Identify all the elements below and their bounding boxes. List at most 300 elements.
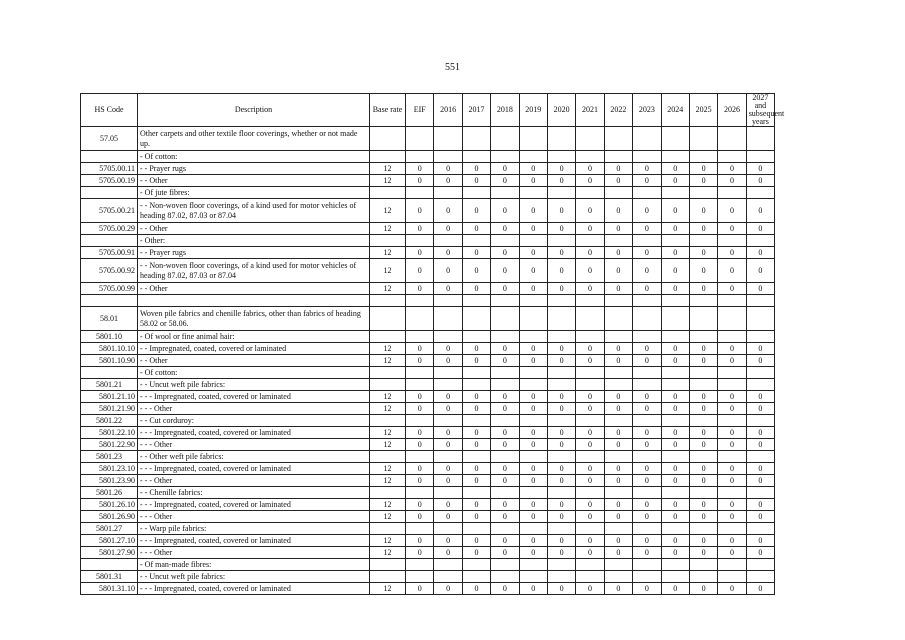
rate-cell [661,187,689,199]
hs-code-cell [81,151,138,163]
table-row [81,247,852,259]
rate-cell [462,235,490,247]
rate-cell [661,307,689,331]
rate-cell: 0 [689,259,717,283]
rate-cell: 0 [462,439,490,451]
rate-cell: 0 [633,499,661,511]
rate-cell [462,367,490,379]
rate-cell: 0 [547,535,575,547]
column-header: 2020 [547,94,575,127]
rate-cell [661,451,689,463]
rate-cell: 0 [491,463,519,475]
rate-cell [576,127,604,151]
hs-code-cell: 5801.26 [81,487,138,499]
rate-cell: 0 [491,283,519,295]
rate-cell: 0 [661,175,689,187]
column-header: 2018 [491,94,519,127]
rate-cell [689,559,717,571]
rate-cell [718,523,746,535]
rate-cell: 0 [519,175,547,187]
table-row [81,307,852,331]
rate-cell: 0 [434,403,462,415]
description-cell: - - Other [138,355,370,367]
rate-cell: 0 [604,583,632,595]
base-rate-cell [370,451,406,463]
rate-cell [689,307,717,331]
rate-cell [406,451,434,463]
rate-cell [718,559,746,571]
rate-cell [633,187,661,199]
rate-cell: 0 [746,583,774,595]
base-rate-cell: 12 [370,247,406,259]
description-cell: - - Cut corduroy: [138,415,370,427]
rate-cell: 0 [462,343,490,355]
rate-cell: 0 [491,199,519,223]
rate-cell [491,367,519,379]
base-rate-cell: 12 [370,511,406,523]
rate-cell: 0 [633,223,661,235]
rate-cell: 0 [519,391,547,403]
rate-cell: 0 [746,511,774,523]
base-rate-cell: 12 [370,391,406,403]
table-row [81,571,852,583]
rate-cell: 0 [746,475,774,487]
rate-cell [718,151,746,163]
rate-cell: 0 [462,247,490,259]
column-header: 2017 [462,94,490,127]
rate-cell: 0 [689,223,717,235]
rate-cell: 0 [576,283,604,295]
hs-code-cell [81,295,138,307]
rate-cell [462,187,490,199]
description-cell: - - - Impregnated, coated, covered or laminated [138,391,370,403]
rate-cell [406,331,434,343]
rate-cell: 0 [406,475,434,487]
rate-cell [718,187,746,199]
rate-cell: 0 [406,439,434,451]
rate-cell [462,295,490,307]
description-cell: - - Other [138,283,370,295]
rate-cell: 0 [604,427,632,439]
base-rate-cell: 12 [370,439,406,451]
hs-code-cell: 58.01 [81,307,138,331]
rate-cell [434,523,462,535]
rate-cell [491,187,519,199]
table-header [81,94,852,127]
rate-cell: 0 [434,283,462,295]
rate-cell: 0 [661,427,689,439]
rate-cell: 0 [462,163,490,175]
rate-cell: 0 [491,535,519,547]
rate-cell [406,307,434,331]
rate-cell: 0 [406,427,434,439]
rate-cell [746,295,774,307]
rate-cell: 0 [491,259,519,283]
table-row [81,355,852,367]
rate-cell [576,379,604,391]
rate-cell [434,451,462,463]
rate-cell [661,415,689,427]
rate-cell: 0 [462,199,490,223]
rate-cell: 0 [689,583,717,595]
column-header: 2021 [576,94,604,127]
rate-cell [661,127,689,151]
rate-cell [633,379,661,391]
rate-cell: 0 [576,547,604,559]
rate-cell: 0 [491,391,519,403]
base-rate-cell: 12 [370,343,406,355]
description-cell: - - - Other [138,547,370,559]
rate-cell: 0 [462,403,490,415]
rate-cell: 0 [519,547,547,559]
table-row [81,187,852,199]
rate-cell [633,295,661,307]
hs-code-cell: 5801.10.10 [81,343,138,355]
rate-cell [746,451,774,463]
base-rate-cell [370,307,406,331]
table-row [81,331,852,343]
rate-cell [746,571,774,583]
rate-cell [434,415,462,427]
description-cell: - - - Impregnated, coated, covered or laminated [138,499,370,511]
rate-cell: 0 [689,247,717,259]
rate-cell: 0 [633,511,661,523]
rate-cell: 0 [462,547,490,559]
rate-cell [718,295,746,307]
base-rate-cell [370,523,406,535]
rate-cell [434,187,462,199]
rate-cell: 0 [718,355,746,367]
rate-cell [462,571,490,583]
rate-cell [689,487,717,499]
rate-cell: 0 [434,223,462,235]
rate-cell [434,559,462,571]
rate-cell: 0 [576,427,604,439]
rate-cell: 0 [406,247,434,259]
rate-cell [462,307,490,331]
base-rate-cell [370,235,406,247]
rate-cell: 0 [661,163,689,175]
rate-cell: 0 [604,259,632,283]
rate-cell: 0 [547,163,575,175]
rate-cell [633,451,661,463]
rate-cell: 0 [604,247,632,259]
table-row [81,223,852,235]
base-rate-cell [370,151,406,163]
rate-cell [519,559,547,571]
rate-cell: 0 [462,511,490,523]
rate-cell [633,415,661,427]
description-cell: - Of jute fibres: [138,187,370,199]
rate-cell: 0 [718,259,746,283]
hs-code-cell: 5801.26.10 [81,499,138,511]
rate-cell [746,367,774,379]
description-cell: - - - Impregnated, coated, covered or laminated [138,583,370,595]
rate-cell: 0 [434,355,462,367]
rate-cell: 0 [434,499,462,511]
rate-cell: 0 [661,511,689,523]
rate-cell [491,487,519,499]
base-rate-cell [370,487,406,499]
base-rate-cell: 12 [370,403,406,415]
rate-cell [406,151,434,163]
rate-cell [718,379,746,391]
rate-cell [633,331,661,343]
column-header: Description [138,94,370,127]
rate-cell [519,367,547,379]
rate-cell: 0 [434,439,462,451]
hs-code-cell: 5801.27.90 [81,547,138,559]
description-cell: - - Warp pile fabrics: [138,523,370,535]
rate-cell: 0 [633,427,661,439]
rate-cell: 0 [491,175,519,187]
rate-cell: 0 [406,403,434,415]
rate-cell [406,187,434,199]
rate-cell [491,295,519,307]
rate-cell [406,523,434,535]
hs-code-cell: 5801.27 [81,523,138,535]
rate-cell [661,559,689,571]
rate-cell: 0 [576,199,604,223]
rate-cell: 0 [462,475,490,487]
rate-cell [434,379,462,391]
table-row [81,583,852,595]
rate-cell: 0 [689,499,717,511]
description-cell: - - Non-woven floor coverings, of a kind used for motor vehicles of heading 87.02, 87.03 or 87.04 [138,259,370,283]
rate-cell [633,151,661,163]
description-cell: - - - Other [138,511,370,523]
rate-cell [406,295,434,307]
base-rate-cell: 12 [370,499,406,511]
rate-cell [576,415,604,427]
rate-cell [718,571,746,583]
rate-cell: 0 [633,547,661,559]
rate-cell: 0 [406,163,434,175]
rate-cell: 0 [434,391,462,403]
rate-cell: 0 [746,403,774,415]
base-rate-cell [370,367,406,379]
base-rate-cell [370,379,406,391]
rate-cell: 0 [689,403,717,415]
rate-cell: 0 [718,199,746,223]
rate-cell: 0 [746,547,774,559]
rate-cell: 0 [491,475,519,487]
rate-cell [604,559,632,571]
rate-cell: 0 [604,163,632,175]
rate-cell: 0 [576,223,604,235]
rate-cell [718,451,746,463]
description-cell: - Of cotton: [138,367,370,379]
rate-cell: 0 [434,199,462,223]
hs-code-cell: 5801.27.10 [81,535,138,547]
rate-cell: 0 [576,175,604,187]
rate-cell [547,127,575,151]
base-rate-cell: 12 [370,223,406,235]
base-rate-cell [370,187,406,199]
hs-code-cell: 5801.23 [81,451,138,463]
rate-cell: 0 [434,535,462,547]
rate-cell [576,559,604,571]
rate-cell [661,235,689,247]
rate-cell: 0 [576,355,604,367]
rate-cell: 0 [519,247,547,259]
description-cell: - Of cotton: [138,151,370,163]
rate-cell: 0 [604,199,632,223]
rate-cell [604,487,632,499]
hs-code-cell: 5705.00.21 [81,199,138,223]
rate-cell: 0 [661,223,689,235]
rate-cell: 0 [547,391,575,403]
rate-cell: 0 [633,163,661,175]
table-row [81,535,852,547]
rate-cell: 0 [633,535,661,547]
base-rate-cell: 12 [370,283,406,295]
rate-cell [519,187,547,199]
rate-cell [576,331,604,343]
rate-cell [576,151,604,163]
rate-cell [661,571,689,583]
rate-cell [547,235,575,247]
rate-cell: 0 [547,175,575,187]
rate-cell [406,559,434,571]
base-rate-cell: 12 [370,175,406,187]
rate-cell [633,367,661,379]
rate-cell [547,187,575,199]
rate-cell: 0 [689,535,717,547]
rate-cell: 0 [633,403,661,415]
rate-cell: 0 [746,259,774,283]
rate-cell [689,523,717,535]
table-row [81,391,852,403]
base-rate-cell: 12 [370,199,406,223]
rate-cell [462,379,490,391]
rate-cell [491,523,519,535]
rate-cell [576,367,604,379]
description-cell: Woven pile fabrics and chenille fabrics, other than fabrics of heading 58.02 or 58.06. [138,307,370,331]
rate-cell: 0 [406,511,434,523]
rate-cell: 0 [661,403,689,415]
rate-cell: 0 [406,547,434,559]
header-row [81,94,852,127]
rate-cell: 0 [661,499,689,511]
description-cell: - - Non-woven floor coverings, of a kind used for motor vehicles of heading 87.02, 87.03 or 87.04 [138,199,370,223]
rate-cell [519,451,547,463]
rate-cell [519,235,547,247]
rate-cell [746,559,774,571]
rate-cell [576,571,604,583]
rate-cell [576,295,604,307]
rate-cell [689,571,717,583]
rate-cell [462,451,490,463]
rate-cell [576,487,604,499]
rate-cell [462,559,490,571]
description-cell: - - Other [138,175,370,187]
rate-cell: 0 [406,199,434,223]
rate-cell [689,295,717,307]
rate-cell [661,295,689,307]
rate-cell [604,415,632,427]
rate-cell: 0 [718,583,746,595]
rate-cell: 0 [718,163,746,175]
rate-cell: 0 [718,247,746,259]
rate-cell [718,415,746,427]
description-cell: - - Uncut weft pile fabrics: [138,379,370,391]
rate-cell: 0 [718,511,746,523]
rate-cell: 0 [519,439,547,451]
rate-cell: 0 [462,175,490,187]
rate-cell: 0 [633,283,661,295]
rate-cell: 0 [661,547,689,559]
rate-cell [547,415,575,427]
rate-cell: 0 [661,247,689,259]
table-row [81,487,852,499]
rate-cell: 0 [689,463,717,475]
rate-cell [633,127,661,151]
base-rate-cell [370,295,406,307]
rate-cell: 0 [434,259,462,283]
rate-cell: 0 [746,427,774,439]
description-cell [138,295,370,307]
rate-cell: 0 [519,163,547,175]
column-header: 2026 [718,94,746,127]
rate-cell: 0 [547,547,575,559]
table-row [81,367,852,379]
rate-cell: 0 [718,343,746,355]
rate-cell: 0 [661,283,689,295]
table-row [81,259,852,283]
page-number: 551 [445,62,460,73]
rate-cell: 0 [576,439,604,451]
rate-cell: 0 [462,535,490,547]
rate-cell: 0 [547,223,575,235]
rate-cell [462,523,490,535]
description-cell: - Other: [138,235,370,247]
rate-cell: 0 [746,355,774,367]
rate-cell: 0 [576,259,604,283]
rate-cell [406,571,434,583]
rate-cell: 0 [576,535,604,547]
rate-cell: 0 [519,463,547,475]
rate-cell [746,331,774,343]
hs-code-cell: 5801.21.10 [81,391,138,403]
rate-cell: 0 [462,283,490,295]
rate-cell [547,487,575,499]
rate-cell [491,571,519,583]
rate-cell: 0 [406,535,434,547]
rate-cell [604,307,632,331]
rate-cell: 0 [406,355,434,367]
description-cell: - Of wool or fine animal hair: [138,331,370,343]
rate-cell: 0 [519,499,547,511]
rate-cell [547,367,575,379]
rate-cell: 0 [491,355,519,367]
rate-cell [633,235,661,247]
rate-cell [491,415,519,427]
rate-cell [547,571,575,583]
rate-cell: 0 [718,463,746,475]
rate-cell [491,151,519,163]
rate-cell [689,367,717,379]
rate-cell: 0 [434,427,462,439]
rate-cell [434,571,462,583]
rate-cell [661,487,689,499]
column-header: 2023 [633,94,661,127]
rate-cell [491,127,519,151]
rate-cell [519,127,547,151]
rate-cell: 0 [576,343,604,355]
rate-cell: 0 [462,355,490,367]
rate-cell [689,415,717,427]
